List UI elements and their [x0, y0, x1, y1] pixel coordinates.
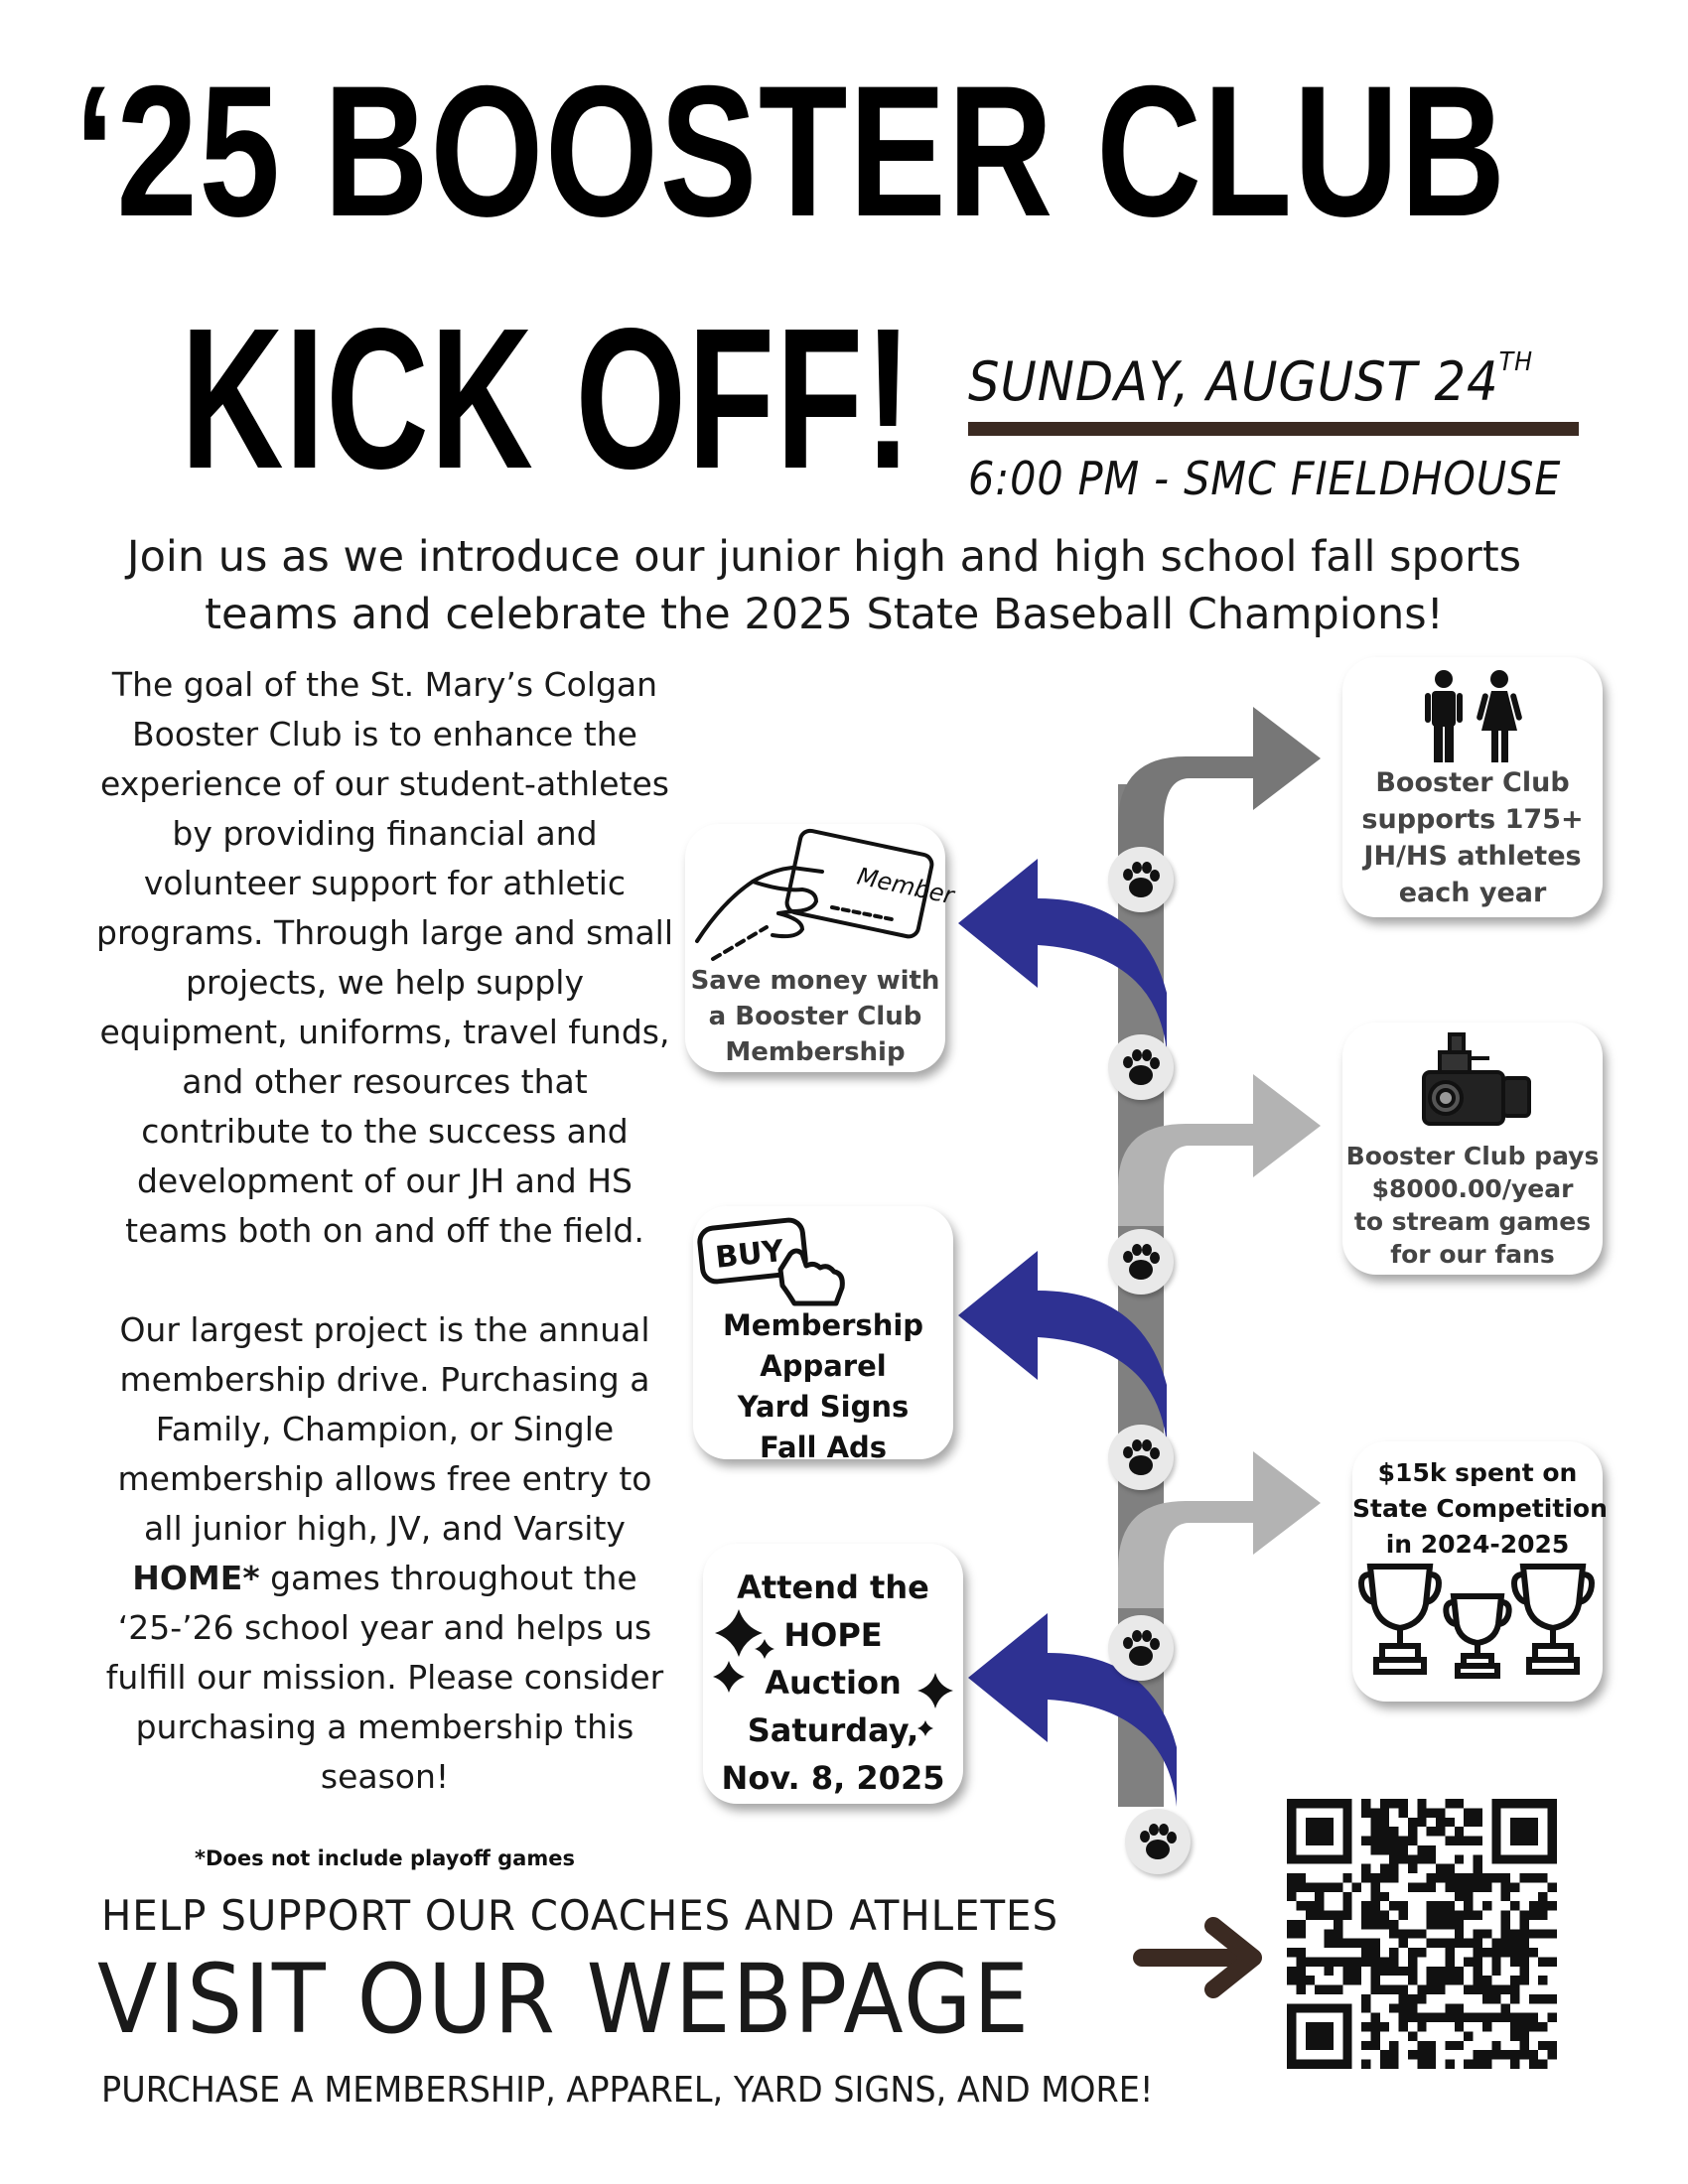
state-card-text — [1352, 1455, 1608, 1563]
event-time-location: 6:00 PM - SMC FIELDHOUSE — [968, 452, 1562, 505]
visit-webpage-text: VISIT OUR WEBPAGE — [97, 1944, 1031, 2055]
headline-line-1: ‘25 BOOSTER CLUB — [74, 47, 1507, 255]
member-card-hand-icon — [693, 832, 957, 963]
stream-line: to stream games — [1353, 1207, 1592, 1236]
video-camera-icon — [1410, 1028, 1535, 1136]
arrow-right-icon — [1132, 1916, 1271, 1999]
stream-line: for our fans — [1390, 1240, 1555, 1269]
headline-line-2: KICK OFF! — [181, 286, 914, 510]
buy-button-label: BUY — [713, 1233, 785, 1276]
stream-card — [1342, 1023, 1603, 1275]
state-line: in 2024-2025 — [1385, 1530, 1570, 1559]
trophies-icon — [1358, 1559, 1597, 1680]
stream-line: Booster Club pays — [1345, 1142, 1600, 1170]
athletes-line: JH/HS athletes — [1363, 841, 1582, 872]
membership-line: Membership — [725, 1037, 906, 1067]
hope-line: Attend the — [737, 1569, 929, 1606]
athletes-line: each year — [1398, 878, 1547, 908]
athletes-line: Booster Club — [1375, 767, 1570, 798]
buy-line: Membership — [722, 1308, 924, 1342]
paw-icon — [1125, 1809, 1191, 1874]
state-line: $15k spent on — [1377, 1458, 1578, 1487]
intro-line-1: Join us as we introduce our junior high and high school fall sports — [126, 532, 1522, 582]
hope-card-text — [703, 1564, 963, 1802]
event-date-text: SUNDAY, AUGUST 24 — [968, 350, 1499, 413]
paw-icon — [1108, 1425, 1174, 1490]
paw-icon — [1108, 1229, 1174, 1295]
hope-line: HOPE — [783, 1616, 883, 1654]
state-competition-card — [1352, 1441, 1608, 1702]
help-support-text: HELP SUPPORT OUR COACHES AND ATHLETES — [101, 1891, 1059, 1940]
intro-line-2: teams and celebrate the 2025 State Baseball Champions! — [205, 590, 1444, 639]
body-paragraph-2-a: Our largest project is the annual membership drive. Purchasing a Family, Champion, or Single membership allows free entry to all junior high, JV, and Varsity — [117, 1310, 652, 1548]
event-date-suffix: TH — [1498, 347, 1534, 377]
membership-line: Save money with — [690, 966, 940, 996]
people-icon — [1420, 669, 1525, 764]
state-line: State Competition — [1352, 1494, 1608, 1523]
membership-card — [685, 824, 957, 1072]
buy-line: Yard Signs — [737, 1390, 910, 1424]
hope-line: Nov. 8, 2025 — [721, 1759, 945, 1797]
purchase-text: PURCHASE A MEMBERSHIP, APPAREL, YARD SIGNS, AND MORE! — [101, 2070, 1154, 2111]
hope-line: Saturday, — [747, 1711, 919, 1749]
buy-card-text — [693, 1305, 953, 1468]
stream-card-text — [1342, 1140, 1603, 1271]
athletes-line: supports 175+ — [1361, 804, 1584, 835]
hope-auction-card — [703, 1544, 963, 1804]
body-paragraph-2-b: games throughout the ‘25-’26 school year and helps us fulfill our mission. Please consider purchasing a membership this season! — [105, 1559, 664, 1796]
body-paragraph-2-bold: HOME* — [132, 1559, 260, 1597]
membership-card-text — [685, 963, 945, 1070]
athletes-card — [1342, 657, 1603, 917]
hope-line: Auction — [765, 1664, 902, 1702]
paw-icon — [1108, 847, 1174, 912]
buy-line: Fall Ads — [759, 1431, 888, 1464]
paw-icon — [1108, 1615, 1174, 1681]
membership-line: a Booster Club — [708, 1002, 922, 1031]
stream-line: $8000.00/year — [1371, 1174, 1574, 1203]
member-card-label: Member — [854, 862, 957, 910]
athletes-card-text — [1342, 764, 1603, 911]
paw-icon — [1108, 1034, 1174, 1100]
disclaimer: *Does not include playoff games — [195, 1846, 575, 1870]
buy-button-icon — [695, 1214, 854, 1309]
body-paragraph-1: The goal of the St. Mary’s Colgan Booster Club is to enhance the experience of our student-athletes by providing financial and volunteer support for athletic programs. Through large and small projects, we help supply equipment, uniforms, travel funds, and other resources that contribute to the success and development of our JH and HS teams both on and off the field. — [96, 665, 673, 1250]
buy-card — [693, 1206, 953, 1464]
qr-code[interactable] — [1287, 1799, 1557, 2069]
buy-line: Apparel — [760, 1349, 887, 1383]
qr-modules — [1287, 1799, 1557, 2069]
